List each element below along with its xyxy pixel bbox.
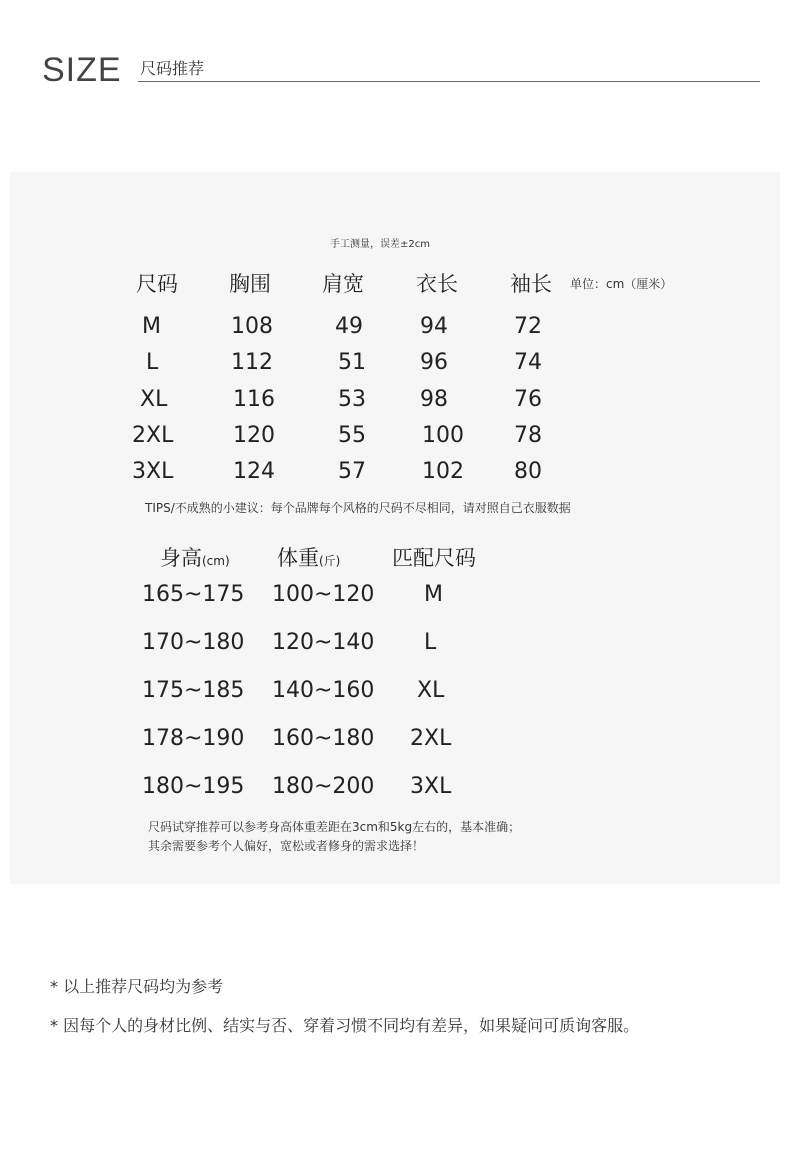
size-cell: 78 [514,423,542,448]
tips-text: TIPS/不成熟的小建议：每个品牌每个风格的尺码不尽相同，请对照自己衣服数据 [145,501,571,515]
fit-cell: XL [417,678,445,703]
size-cell: M [142,314,161,339]
size-cell: 98 [420,387,448,412]
size-cell: 100 [422,423,464,448]
size-cell: 96 [420,350,448,375]
size-table-header: 尺码 [136,272,178,296]
size-cell: 94 [420,314,448,339]
bottom-note: * 以上推荐尺码均为参考 [50,977,224,996]
size-cell: XL [140,387,168,412]
size-cell: 53 [338,387,366,412]
fit-header-unit: (斤) [319,554,341,568]
size-cell: 74 [514,350,542,375]
fit-cell: 160~180 [272,726,375,751]
size-cell: 108 [231,314,273,339]
fit-table-header [392,542,476,572]
size-subtitle: 尺码推荐 [140,59,205,78]
size-table-header: 衣长 [416,272,458,296]
size-cell: 80 [514,459,542,484]
size-cell: 3XL [132,459,174,484]
fit-cell: 165~175 [142,582,245,607]
size-cell: 116 [233,387,275,412]
fit-cell: L [424,630,437,655]
fit-cell: 178~190 [142,726,245,751]
size-cell: 57 [338,459,366,484]
fit-cell: 3XL [410,774,452,799]
size-title: SIZE [42,51,122,89]
size-cell: 51 [338,350,366,375]
fit-cell: 180~200 [272,774,375,799]
fit-cell: 180~195 [142,774,245,799]
size-cell: L [146,350,159,375]
fit-table-header [160,542,230,572]
fit-cell: 170~180 [142,630,245,655]
bottom-note: * 因每个人的身材比例、结实与否、穿着习惯不同均有差异，如果疑问可质询客服。 [50,1016,640,1035]
page-header [42,50,760,90]
size-table-header: 肩宽 [322,272,364,296]
header-divider [138,81,760,82]
fit-cell: 100~120 [272,582,375,607]
size-cell: 102 [422,459,464,484]
size-cell: 112 [231,350,273,375]
size-table-header: 胸围 [229,272,271,296]
fit-footnote [148,818,520,856]
footnote-line: 尺码试穿推荐可以参考身高体重差距在3cm和5kg左右的，基本准确； [148,820,521,834]
fit-header-unit: (cm) [202,554,230,568]
size-cell: 76 [514,387,542,412]
fit-header-label: 匹配尺码 [392,546,476,570]
fit-cell: 140~160 [272,678,375,703]
size-cell: 72 [514,314,542,339]
fit-cell: 2XL [410,726,452,751]
fit-cell: M [424,582,443,607]
unit-note: 单位：cm（厘米） [570,277,673,291]
fit-header-label: 体重 [277,546,319,570]
footnote-line: 其余需要参考个人偏好，宽松或者修身的需求选择！ [148,839,425,853]
measure-note: 手工测量，误差±2cm [330,239,430,250]
fit-table-header [277,542,340,572]
size-cell: 2XL [132,423,174,448]
size-table-header: 袖长 [510,272,552,296]
size-cell: 55 [338,423,366,448]
fit-header-label: 身高 [160,546,202,570]
fit-cell: 120~140 [272,630,375,655]
size-cell: 120 [233,423,275,448]
size-cell: 124 [233,459,275,484]
size-cell: 49 [335,314,363,339]
fit-cell: 175~185 [142,678,245,703]
